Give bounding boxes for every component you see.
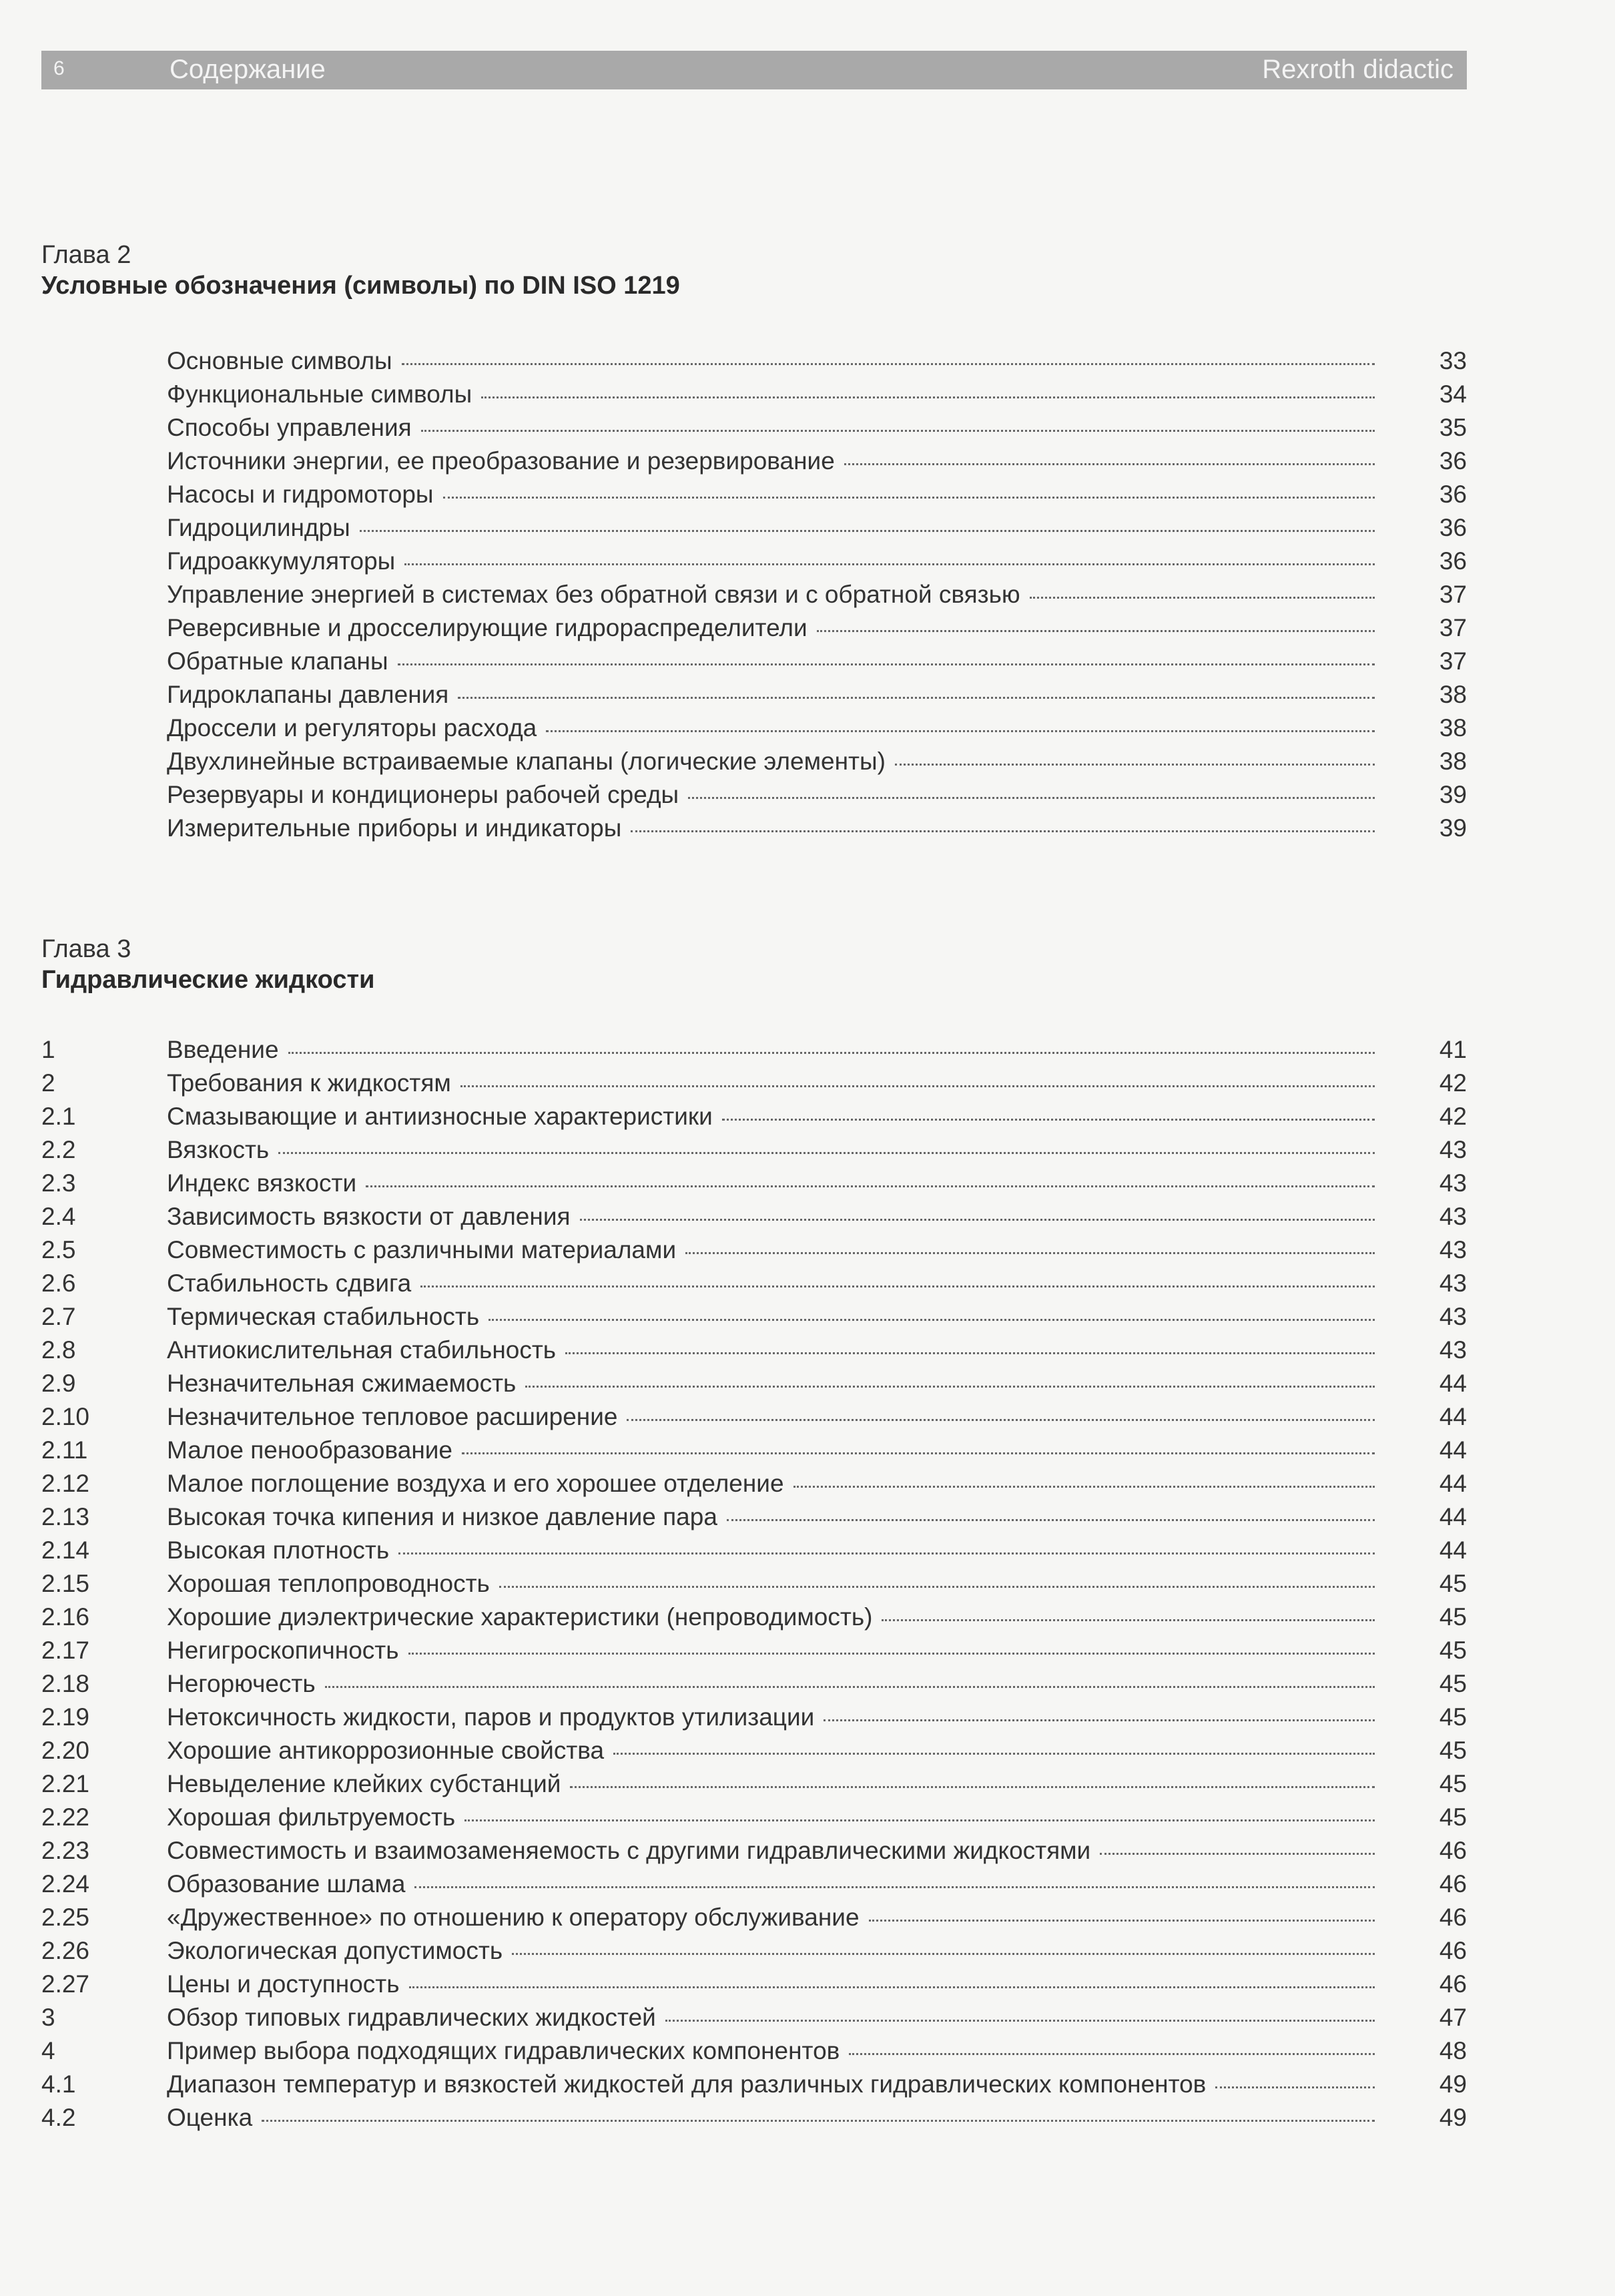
toc-entry-title: Функциональные символы	[167, 380, 472, 408]
dot-leader	[580, 1219, 1375, 1221]
toc-entry-page: 38	[1439, 681, 1467, 708]
toc-entry[interactable]	[41, 1834, 1467, 1868]
toc-entry[interactable]	[41, 1233, 1467, 1267]
toc-entry-title: Измерительные приборы и индикаторы	[167, 814, 622, 842]
toc-entry-number: 2.9	[41, 1370, 76, 1397]
dot-leader	[570, 1786, 1375, 1788]
toc-entry-page: 43	[1439, 1169, 1467, 1197]
toc-entry-title: Совместимость с различными материалами	[167, 1236, 677, 1263]
toc-entry-number: 2.27	[41, 1970, 90, 1998]
toc-entry-page: 34	[1439, 380, 1467, 408]
toc-entry-title: Хорошая фильтруемость	[167, 1803, 456, 1831]
dot-leader	[613, 1753, 1375, 1755]
toc-entry-title: Гидроаккумуляторы	[167, 547, 396, 575]
dot-leader	[278, 1152, 1375, 1154]
dot-leader	[882, 1619, 1375, 1621]
toc-entry-page: 49	[1439, 2104, 1467, 2131]
toc-entry-title: Резервуары и кондиционеры рабочей среды	[167, 781, 679, 808]
dot-leader	[443, 497, 1375, 499]
toc-entry-page: 41	[1439, 1036, 1467, 1063]
toc-entry-page: 42	[1439, 1103, 1467, 1130]
toc-list	[41, 344, 1467, 845]
dot-leader	[525, 1386, 1375, 1388]
dot-leader	[421, 430, 1375, 432]
toc-entry-page: 45	[1439, 1770, 1467, 1797]
toc-entry-page: 36	[1439, 481, 1467, 508]
toc-entry[interactable]	[41, 1200, 1467, 1233]
toc-entry-page: 45	[1439, 1803, 1467, 1831]
toc-entry-title: Обратные клапаны	[167, 647, 388, 675]
toc-entry-page: 37	[1439, 614, 1467, 641]
toc-entry-page: 44	[1439, 1436, 1467, 1464]
toc-entry-title: Высокая точка кипения и низкое давление пара	[167, 1503, 717, 1530]
dot-leader	[565, 1352, 1375, 1354]
toc-entry-number: 2.23	[41, 1837, 90, 1864]
toc-entry-number: 2.26	[41, 1937, 90, 1964]
dot-leader	[1030, 597, 1375, 599]
chapter-label: Глава 3	[41, 935, 131, 963]
toc-entry-title: Высокая плотность	[167, 1536, 390, 1564]
toc-entry[interactable]	[41, 1434, 1467, 1467]
toc-entry-number: 1	[41, 1036, 55, 1063]
toc-entry-title: Хорошие антикоррозионные свойства	[167, 1737, 605, 1764]
chapter-3-section	[41, 934, 1467, 2134]
toc-entry-page: 46	[1439, 1937, 1467, 1964]
toc-entry-title: Двухлинейные встраиваемые клапаны (логические элементы)	[167, 748, 886, 775]
toc-entry[interactable]	[41, 1167, 1467, 1200]
toc-entry-title: Диапазон температур и вязкостей жидкостей для различных гидравлических компонентов	[167, 2070, 1207, 2098]
dot-leader	[366, 1185, 1375, 1187]
toc-entry-page: 33	[1439, 347, 1467, 374]
toc-entry-number: 2.13	[41, 1503, 90, 1530]
toc-entry[interactable]	[41, 1868, 1467, 1901]
toc-entry-page: 46	[1439, 1837, 1467, 1864]
toc-entry-title: Малое пенообразование	[167, 1436, 453, 1464]
toc-entry[interactable]	[41, 1467, 1467, 1500]
toc-entry-title: Обзор типовых гидравлических жидкостей	[167, 2004, 656, 2031]
toc-entry-page: 43	[1439, 1136, 1467, 1163]
dot-leader	[546, 730, 1375, 732]
toc-entry[interactable]	[41, 1400, 1467, 1434]
dot-leader	[844, 463, 1375, 465]
toc-entry-page: 42	[1439, 1069, 1467, 1097]
dot-leader	[464, 1819, 1375, 1821]
toc-entry-title: Цены и доступность	[167, 1970, 400, 1998]
toc-entry-title: Незначительная сжимаемость	[167, 1370, 517, 1397]
dot-leader	[408, 1653, 1375, 1655]
dot-leader	[1100, 1853, 1375, 1855]
toc-entry-title: Вязкость	[167, 1136, 270, 1163]
toc-entry-page: 36	[1439, 447, 1467, 475]
toc-entry-page: 45	[1439, 1703, 1467, 1731]
toc-entry-page: 43	[1439, 1269, 1467, 1297]
toc-entry-title: Источники энергии, ее преобразование и резервирование	[167, 447, 835, 475]
dot-leader	[325, 1686, 1375, 1688]
dot-leader	[462, 1452, 1375, 1454]
toc-entry-title: Незначительное тепловое расширение	[167, 1403, 618, 1430]
toc-entry-page: 47	[1439, 2004, 1467, 2031]
toc-entry-page: 38	[1439, 748, 1467, 775]
toc-entry[interactable]	[41, 478, 1467, 511]
dot-leader	[409, 1986, 1375, 1988]
toc-entry[interactable]	[41, 778, 1467, 812]
toc-entry-page: 43	[1439, 1336, 1467, 1364]
toc-entry[interactable]	[41, 1534, 1467, 1567]
toc-entry-number: 2.7	[41, 1303, 76, 1330]
section-title: Содержание	[170, 55, 326, 84]
toc-entry-title: Хорошая теплопроводность	[167, 1570, 490, 1597]
toc-entry[interactable]	[41, 1367, 1467, 1400]
toc-entry[interactable]	[41, 2068, 1467, 2101]
toc-entry[interactable]	[41, 1567, 1467, 1601]
toc-entry-number: 2.8	[41, 1336, 76, 1364]
toc-entry[interactable]	[41, 344, 1467, 378]
dot-leader	[499, 1586, 1375, 1588]
toc-entry-page: 36	[1439, 514, 1467, 541]
dot-leader	[398, 1552, 1375, 1554]
toc-entry[interactable]	[41, 578, 1467, 611]
toc-entry[interactable]	[41, 711, 1467, 745]
toc-entry-number: 2.21	[41, 1770, 90, 1797]
toc-entry-title: Требования к жидкостям	[167, 1069, 451, 1097]
dot-leader	[869, 1920, 1375, 1922]
dot-leader	[793, 1486, 1375, 1488]
toc-entry-number: 2	[41, 1069, 55, 1097]
toc-entry-title: Введение	[167, 1036, 279, 1063]
dot-leader	[420, 1285, 1375, 1287]
toc-entry[interactable]	[41, 1601, 1467, 1634]
toc-entry[interactable]	[41, 2001, 1467, 2034]
toc-entry-number: 2.14	[41, 1536, 90, 1564]
toc-entry-number: 3	[41, 2004, 55, 2031]
chapter-title: Условные обозначения (символы) по DIN ISO 1219	[41, 272, 680, 300]
chapter-2-section	[41, 240, 1467, 845]
dot-leader	[360, 530, 1375, 532]
dot-leader	[481, 396, 1375, 398]
toc-entry-number: 4.2	[41, 2104, 76, 2131]
toc-entry-page: 44	[1439, 1536, 1467, 1564]
toc-entry-number: 2.5	[41, 1236, 76, 1263]
toc-entry-number: 2.2	[41, 1136, 76, 1163]
toc-entry-number: 2.1	[41, 1103, 76, 1130]
toc-entry-page: 46	[1439, 1904, 1467, 1931]
dot-leader	[722, 1119, 1375, 1121]
toc-entry[interactable]	[41, 1500, 1467, 1534]
toc-entry-page: 43	[1439, 1303, 1467, 1330]
toc-entry-number: 2.6	[41, 1269, 76, 1297]
toc-entry-page: 36	[1439, 547, 1467, 575]
toc-entry[interactable]	[41, 1667, 1467, 1701]
toc-entry-number: 4.1	[41, 2070, 76, 2098]
toc-entry[interactable]	[41, 1267, 1467, 1300]
toc-entry-title: Малое поглощение воздуха и его хорошее отделение	[167, 1470, 784, 1497]
toc-entry-title: Невыделение клейких субстанций	[167, 1770, 561, 1797]
toc-entry-title: Хорошие диэлектрические характеристики (непроводимость)	[167, 1603, 873, 1631]
toc-entry-title: «Дружественное» по отношению к оператору обслуживание	[167, 1904, 860, 1931]
toc-entry-page: 48	[1439, 2037, 1467, 2064]
toc-entry-title: Термическая стабильность	[167, 1303, 480, 1330]
toc-entry-title: Индекс вязкости	[167, 1169, 357, 1197]
dot-leader	[685, 1252, 1375, 1254]
toc-entry[interactable]	[41, 2034, 1467, 2068]
toc-entry-page: 45	[1439, 1737, 1467, 1764]
toc-entry[interactable]	[41, 1300, 1467, 1334]
brand-label: Rexroth didactic	[1262, 55, 1454, 84]
dot-leader	[665, 2020, 1375, 2022]
running-header	[41, 51, 1467, 89]
dot-leader	[460, 1085, 1375, 1087]
chapter-label: Глава 2	[41, 241, 131, 269]
toc-entry-title: Экологическая допустимость	[167, 1937, 503, 1964]
toc-entry-title: Дроссели и регуляторы расхода	[167, 714, 537, 742]
dot-leader	[727, 1519, 1375, 1521]
toc-entry-page: 46	[1439, 1970, 1467, 1998]
dot-leader	[398, 663, 1375, 665]
dot-leader	[631, 830, 1375, 832]
toc-entry-number: 2.25	[41, 1904, 90, 1931]
dot-leader	[414, 1886, 1375, 1888]
toc-entry-title: Реверсивные и дросселирующие гидрораспределители	[167, 614, 808, 641]
dot-leader	[627, 1419, 1375, 1421]
toc-entry-number: 2.15	[41, 1570, 90, 1597]
toc-entry-title: Стабильность сдвига	[167, 1269, 412, 1297]
toc-entry-page: 39	[1439, 781, 1467, 808]
toc-entry-page: 45	[1439, 1570, 1467, 1597]
toc-entry[interactable]	[41, 1334, 1467, 1367]
toc-entry-page: 44	[1439, 1470, 1467, 1497]
toc-entry-title: Совместимость и взаимозаменяемость с другими гидравлическими жидкостями	[167, 1837, 1091, 1864]
toc-entry-page: 45	[1439, 1637, 1467, 1664]
toc-entry-title: Основные символы	[167, 347, 392, 374]
page-number: 6	[53, 57, 65, 79]
dot-leader	[489, 1319, 1375, 1321]
toc-entry-title: Нетоксичность жидкости, паров и продуктов утилизации	[167, 1703, 815, 1731]
toc-entry-number: 2.12	[41, 1470, 90, 1497]
toc-entry-number: 2.4	[41, 1203, 76, 1230]
toc-entry-number: 2.16	[41, 1603, 90, 1631]
toc-entry-title: Негигроскопичность	[167, 1637, 399, 1664]
toc-entry-number: 2.20	[41, 1737, 90, 1764]
dot-leader	[817, 630, 1375, 632]
dot-leader	[688, 797, 1375, 799]
toc-list	[41, 1033, 1467, 2134]
toc-entry-title: Пример выбора подходящих гидравлических компонентов	[167, 2037, 840, 2064]
chapter-title: Гидравлические жидкости	[41, 966, 375, 994]
toc-entry[interactable]	[41, 1634, 1467, 1667]
toc-entry[interactable]	[41, 511, 1467, 545]
toc-entry-title: Смазывающие и антиизносные характеристики	[167, 1103, 713, 1130]
toc-entry[interactable]	[41, 645, 1467, 678]
toc-entry-number: 4	[41, 2037, 55, 2064]
toc-entry[interactable]	[41, 2101, 1467, 2134]
toc-entry[interactable]	[41, 445, 1467, 478]
toc-entry-title: Негорючесть	[167, 1670, 316, 1697]
toc-entry[interactable]	[41, 1934, 1467, 1968]
toc-entry-number: 2.22	[41, 1803, 90, 1831]
toc-entry-number: 2.10	[41, 1403, 90, 1430]
dot-leader	[895, 764, 1375, 766]
toc-entry[interactable]	[41, 545, 1467, 578]
toc-entry[interactable]	[41, 1033, 1467, 1067]
dot-leader	[404, 563, 1375, 565]
toc-entry-page: 49	[1439, 2070, 1467, 2098]
toc-entry[interactable]	[41, 1067, 1467, 1100]
toc-entry-number: 2.17	[41, 1637, 90, 1664]
toc-entry-page: 45	[1439, 1603, 1467, 1631]
toc-entry-title: Оценка	[167, 2104, 253, 2131]
dot-leader	[849, 2053, 1375, 2055]
toc-entry[interactable]	[41, 745, 1467, 778]
toc-entry[interactable]	[41, 1100, 1467, 1133]
toc-entry-title: Гидроклапаны давления	[167, 681, 449, 708]
toc-entry-title: Образование шлама	[167, 1870, 406, 1898]
dot-leader	[262, 2120, 1375, 2122]
toc-entry-page: 46	[1439, 1870, 1467, 1898]
toc-entry-number: 2.3	[41, 1169, 76, 1197]
dot-leader	[458, 697, 1375, 699]
toc-entry-page: 43	[1439, 1203, 1467, 1230]
toc-entry[interactable]	[41, 1734, 1467, 1767]
toc-entry-page: 44	[1439, 1503, 1467, 1530]
toc-entry-page: 44	[1439, 1370, 1467, 1397]
toc-entry-page: 35	[1439, 414, 1467, 441]
toc-entry[interactable]	[41, 1701, 1467, 1734]
toc-entry-page: 45	[1439, 1670, 1467, 1697]
toc-entry-page: 43	[1439, 1236, 1467, 1263]
toc-entry-number: 2.11	[41, 1436, 88, 1464]
toc-entry-number: 2.24	[41, 1870, 90, 1898]
toc-entry-title: Управление энергией в системах без обратной связи и с обратной связью	[167, 581, 1020, 608]
dot-leader	[288, 1052, 1375, 1054]
toc-entry[interactable]	[41, 411, 1467, 445]
toc-entry-page: 37	[1439, 647, 1467, 675]
toc-entry-page: 38	[1439, 714, 1467, 742]
toc-entry[interactable]	[41, 812, 1467, 845]
toc-entry-title: Насосы и гидромоторы	[167, 481, 434, 508]
toc-entry-title: Способы управления	[167, 414, 412, 441]
toc-entry[interactable]	[41, 1801, 1467, 1834]
dot-leader	[512, 1953, 1375, 1955]
toc-entry[interactable]	[41, 1968, 1467, 2001]
toc-entry[interactable]	[41, 378, 1467, 411]
toc-entry-number: 2.18	[41, 1670, 90, 1697]
toc-entry[interactable]	[41, 611, 1467, 645]
toc-entry-title: Антиокислительная стабильность	[167, 1336, 557, 1364]
dot-leader	[402, 363, 1375, 365]
toc-entry-page: 39	[1439, 814, 1467, 842]
toc-entry[interactable]	[41, 1901, 1467, 1934]
toc-entry[interactable]	[41, 1133, 1467, 1167]
toc-entry-page: 37	[1439, 581, 1467, 608]
dot-leader	[1215, 2086, 1375, 2088]
toc-entry-title: Зависимость вязкости от давления	[167, 1203, 571, 1230]
toc-entry[interactable]	[41, 1767, 1467, 1801]
toc-entry[interactable]	[41, 678, 1467, 711]
toc-entry-number: 2.19	[41, 1703, 90, 1731]
toc-entry-page: 44	[1439, 1403, 1467, 1430]
toc-entry-title: Гидроцилиндры	[167, 514, 350, 541]
dot-leader	[824, 1719, 1375, 1721]
